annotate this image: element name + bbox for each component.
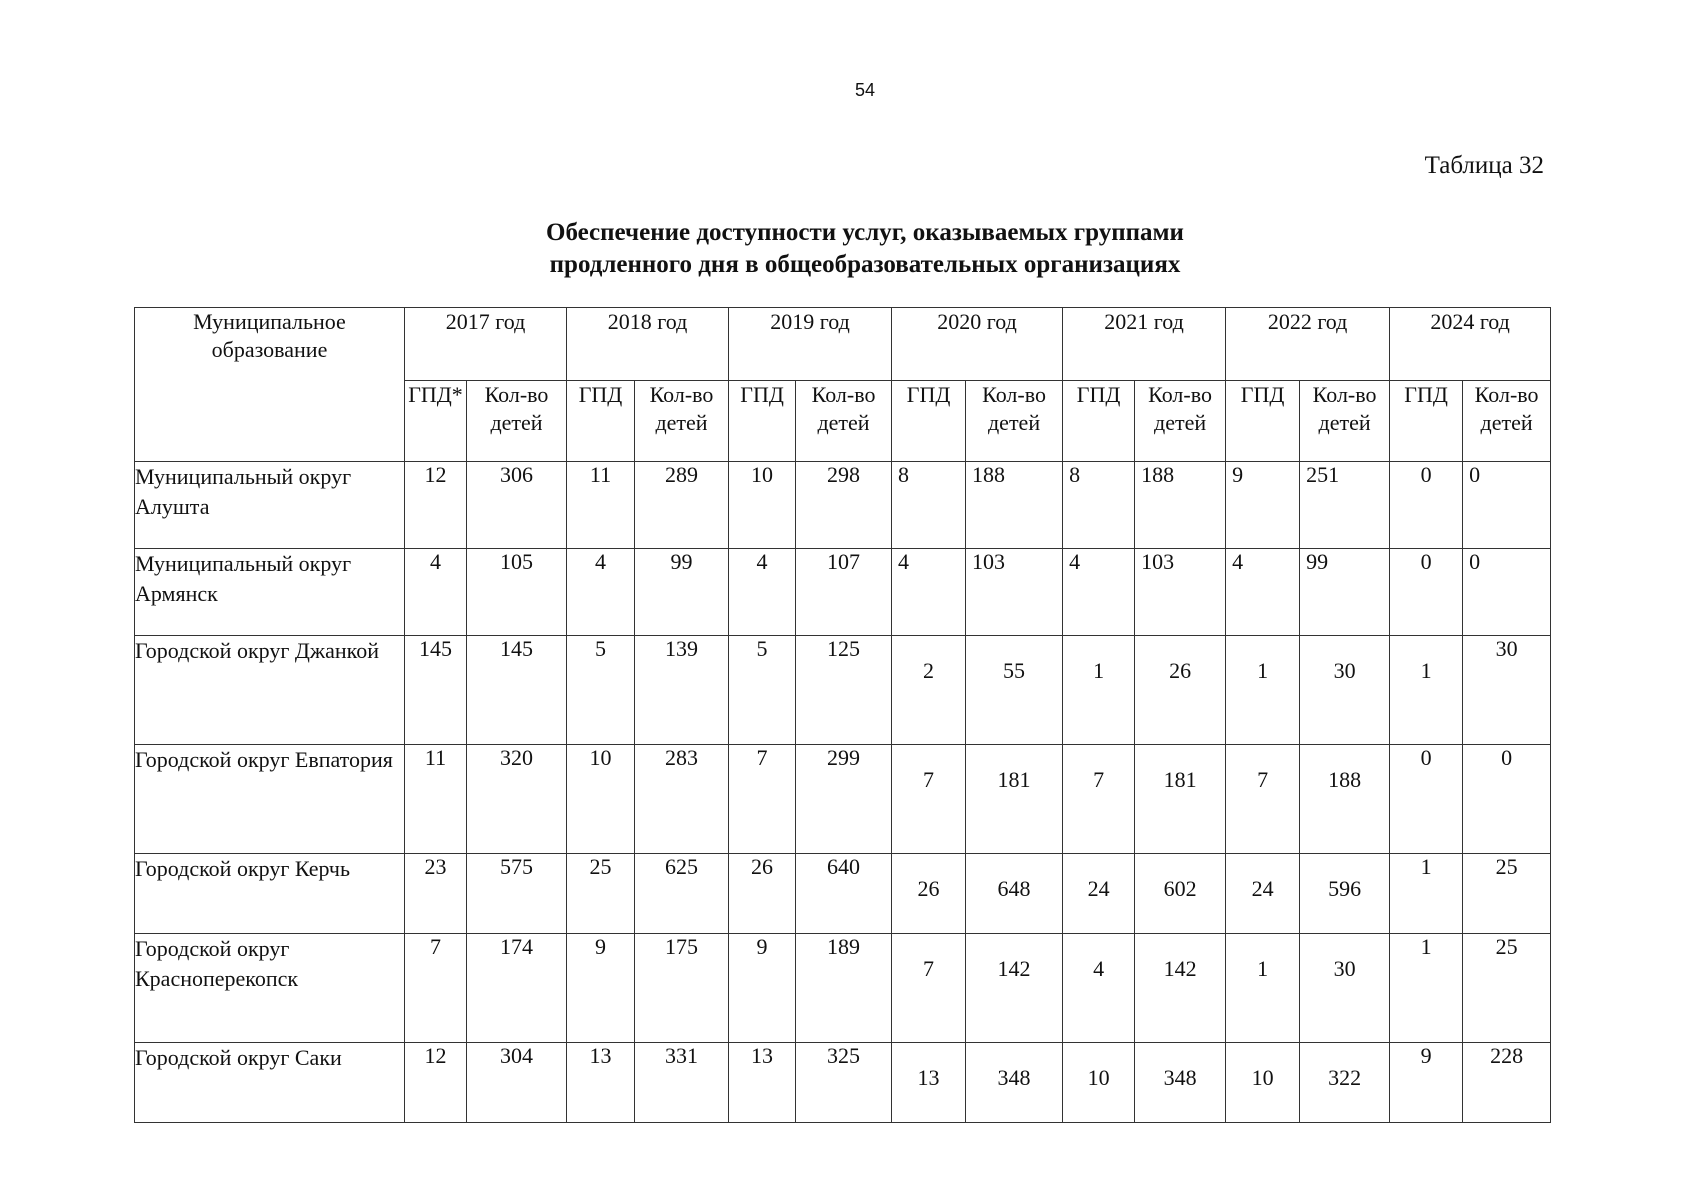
table-cell: 9 [567,934,635,1043]
table-cell: 306 [467,462,567,549]
table-cell: 12 [405,1043,467,1123]
table-cell: 99 [635,549,729,636]
table-cell: 10 [729,462,796,549]
table-cell: 25 [567,854,635,934]
year-header: 2024 год [1390,308,1551,381]
table-cell: 188 [1135,462,1226,549]
table-row [135,745,1551,854]
data-table [134,307,1551,1123]
table-cell: 4 [729,549,796,636]
table-cell: 2 [892,636,966,745]
kids-count-header: Кол-во детей [966,381,1063,462]
table-cell: 5 [729,636,796,745]
table-cell: 26 [1135,636,1226,745]
municipality-name: Городской округ Евпатория [135,745,405,854]
header-row-years [135,308,1551,381]
municipality-name: Городской округ Красноперекопск [135,934,405,1043]
table-cell: 99 [1300,549,1390,636]
table-cell: 4 [1063,934,1135,1043]
table-cell: 0 [1463,745,1551,854]
table-cell: 5 [567,636,635,745]
table-cell: 4 [892,549,966,636]
table-title [0,217,1695,281]
table-cell: 7 [729,745,796,854]
year-header: 2018 год [567,308,729,381]
table-cell: 9 [1390,1043,1463,1123]
table-cell: 331 [635,1043,729,1123]
table-cell: 4 [567,549,635,636]
table-cell: 26 [729,854,796,934]
table-cell: 181 [1135,745,1226,854]
year-header: 2020 год [892,308,1063,381]
municipality-name: Муниципальный округ Армянск [135,549,405,636]
table-cell: 23 [405,854,467,934]
table-cell: 640 [796,854,892,934]
gpd-header: ГПД [1390,381,1463,462]
table-cell: 10 [1226,1043,1300,1123]
table-cell: 298 [796,462,892,549]
table-cell: 0 [1463,462,1551,549]
kids-count-header: Кол-во детей [467,381,567,462]
table-cell: 30 [1300,934,1390,1043]
table-cell: 142 [966,934,1063,1043]
table-cell: 13 [892,1043,966,1123]
table-cell: 575 [467,854,567,934]
table-cell: 11 [567,462,635,549]
table-cell: 1 [1390,854,1463,934]
table-cell: 0 [1390,462,1463,549]
table-cell: 24 [1063,854,1135,934]
table-cell: 7 [892,934,966,1043]
table-cell: 4 [1226,549,1300,636]
table-cell: 30 [1463,636,1551,745]
table-cell: 105 [467,549,567,636]
year-header: 2017 год [405,308,567,381]
table-cell: 103 [966,549,1063,636]
gpd-header: ГПД [567,381,635,462]
table-cell: 125 [796,636,892,745]
year-header: 2022 год [1226,308,1390,381]
kids-count-header: Кол-во детей [1135,381,1226,462]
table-cell: 596 [1300,854,1390,934]
table-cell: 175 [635,934,729,1043]
gpd-header: ГПД [729,381,796,462]
table-cell: 304 [467,1043,567,1123]
kids-count-header: Кол-во детей [635,381,729,462]
year-header: 2021 год [1063,308,1226,381]
table-cell: 55 [966,636,1063,745]
table-cell: 1 [1390,636,1463,745]
table-cell: 11 [405,745,467,854]
table-row [135,934,1551,1043]
table-cell: 9 [729,934,796,1043]
table-cell: 188 [966,462,1063,549]
table-cell: 12 [405,462,467,549]
table-cell: 602 [1135,854,1226,934]
table-cell: 1 [1063,636,1135,745]
kids-count-header: Кол-во детей [796,381,892,462]
table-cell: 139 [635,636,729,745]
table-cell: 283 [635,745,729,854]
table-row [135,1043,1551,1123]
table-cell: 30 [1300,636,1390,745]
table-cell: 8 [1063,462,1135,549]
table-cell: 103 [1135,549,1226,636]
table-title-line-1: Обеспечение доступности услуг, оказываемых группами [546,219,1184,246]
table-cell: 26 [892,854,966,934]
table-cell: 142 [1135,934,1226,1043]
kids-count-header: Кол-во детей [1463,381,1551,462]
table-cell: 188 [1300,745,1390,854]
table-cell: 7 [1063,745,1135,854]
table-cell: 174 [467,934,567,1043]
table-row [135,636,1551,745]
gpd-header: ГПД [1226,381,1300,462]
table-cell: 181 [966,745,1063,854]
gpd-header: ГПД [892,381,966,462]
municipality-name: Городской округ Саки [135,1043,405,1123]
municipality-name: Городской округ Джанкой [135,636,405,745]
table-cell: 7 [1226,745,1300,854]
table-cell: 1 [1226,636,1300,745]
municipality-header: Муниципальное образование [135,308,405,462]
table-cell: 325 [796,1043,892,1123]
table-cell: 0 [1390,549,1463,636]
table-cell: 10 [1063,1043,1135,1123]
table-row [135,462,1551,549]
table-cell: 289 [635,462,729,549]
table-cell: 320 [467,745,567,854]
table-cell: 13 [729,1043,796,1123]
table-cell: 10 [567,745,635,854]
table-cell: 189 [796,934,892,1043]
page-number: 54 [854,80,876,100]
municipality-name: Городской округ Керчь [135,854,405,934]
gpd-header: ГПД* [405,381,467,462]
municipality-name: Муниципальный округ Алушта [135,462,405,549]
table-cell: 299 [796,745,892,854]
table-cell: 25 [1463,854,1551,934]
gpd-header: ГПД [1063,381,1135,462]
table-cell: 7 [892,745,966,854]
table-cell: 0 [1463,549,1551,636]
table-cell: 4 [405,549,467,636]
table-cell: 1 [1226,934,1300,1043]
table-row [135,549,1551,636]
table-cell: 0 [1390,745,1463,854]
year-header: 2019 год [729,308,892,381]
table-cell: 13 [567,1043,635,1123]
table-cell: 145 [405,636,467,745]
table-cell: 648 [966,854,1063,934]
table-cell: 625 [635,854,729,934]
table-cell: 322 [1300,1043,1390,1123]
table-label: Таблица 32 [1424,152,1544,179]
table-cell: 9 [1226,462,1300,549]
table-cell: 24 [1226,854,1300,934]
table-cell: 348 [1135,1043,1226,1123]
kids-count-header: Кол-во детей [1300,381,1390,462]
table-cell: 4 [1063,549,1135,636]
table-cell: 348 [966,1043,1063,1123]
table-cell: 228 [1463,1043,1551,1123]
table-cell: 25 [1463,934,1551,1043]
table-cell: 1 [1390,934,1463,1043]
table-cell: 107 [796,549,892,636]
table-cell: 8 [892,462,966,549]
table-cell: 145 [467,636,567,745]
table-row [135,854,1551,934]
table-title-line-2: продленного дня в общеобразовательных организациях [549,251,1181,278]
table-cell: 251 [1300,462,1390,549]
table-cell: 7 [405,934,467,1043]
